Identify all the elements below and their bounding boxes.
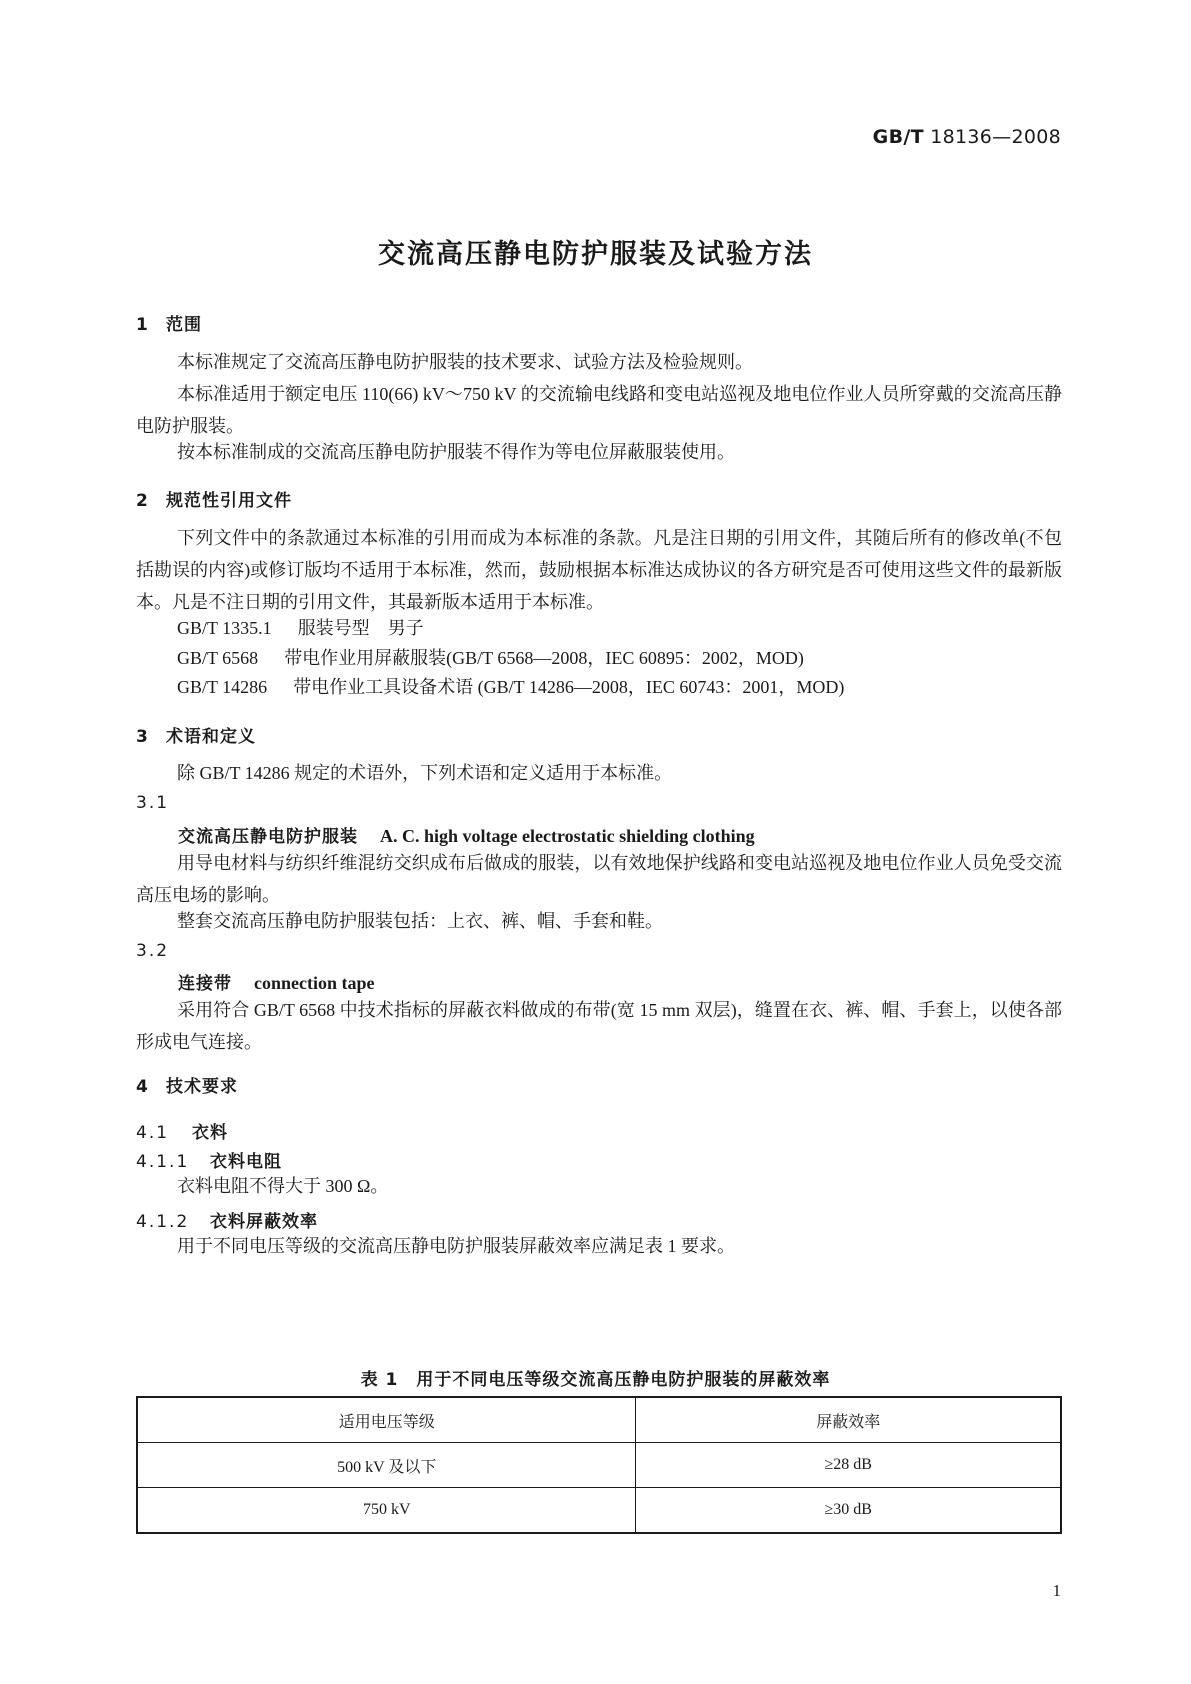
section-2-heading: 2 规范性引用文件	[136, 491, 292, 511]
page-number: 1	[1052, 1581, 1061, 1600]
reference-item: GB/T 14286 带电作业工具设备术语 (GB/T 14286—2008，IEC 60743：2001，MOD)	[177, 677, 845, 697]
section-4-1-heading: 4.1 衣料	[136, 1123, 228, 1143]
reference-item: GB/T 6568 带电作业用屏蔽服装(GB/T 6568—2008，IEC 60895：2002，MOD)	[177, 648, 804, 668]
table-1	[136, 1396, 1062, 1534]
term-3-2: 连接带 connection tape	[178, 973, 375, 994]
standard-code-number: 18136—2008	[930, 126, 1061, 148]
table-header-cell: 适用电压等级	[137, 1397, 636, 1443]
term-3-2-definition: 采用符合 GB/T 6568 中技术指标的屏蔽衣料做成的布带(宽 15 mm 双层)，缝置在衣、裤、帽、手套上，以使各部形成电气连接。	[136, 1000, 1062, 1052]
term-3-1: 交流高压静电防护服装 A. C. high voltage electrostatic shielding clothing	[178, 826, 755, 847]
term-3-2-number: 3.2	[136, 941, 170, 961]
section-4-heading: 4 技术要求	[136, 1077, 238, 1097]
section-1-heading: 1 范围	[136, 315, 202, 335]
table-row	[137, 1488, 1061, 1534]
table-header-cell: 屏蔽效率	[636, 1397, 1061, 1443]
standard-code-prefix: GB/T	[872, 126, 924, 148]
section-2-intro: 下列文件中的条款通过本标准的引用而成为本标准的条款。凡是注日期的引用文件，其随后所有的修改单(不包括勘误的内容)或修订版均不适用于本标准，然而，鼓励根据本标准达成协议的各方研究是否可使用这些文件的最新版本。凡是不注日期的引用文件，其最新版本适用于本标准。	[136, 528, 1062, 612]
section-1-para-2: 本标准适用于额定电压 110(66) kV～750 kV 的交流输电线路和变电站巡视及地电位作业人员所穿戴的交流高压静电防护服装。	[136, 384, 1062, 436]
table-header-row	[137, 1397, 1061, 1443]
table-cell: 500 kV 及以下	[137, 1443, 636, 1488]
table-cell: ≥30 dB	[636, 1488, 1061, 1534]
table-cell: ≥28 dB	[636, 1443, 1061, 1488]
section-4-1-1-text: 衣料电阻不得大于 300 Ω。	[177, 1176, 389, 1196]
reference-item: GB/T 1335.1 服装号型 男子	[177, 618, 424, 638]
section-3-intro: 除 GB/T 14286 规定的术语外，下列术语和定义适用于本标准。	[177, 763, 673, 783]
section-1-para-1: 本标准规定了交流高压静电防护服装的技术要求、试验方法及检验规则。	[177, 352, 753, 372]
section-3-heading: 3 术语和定义	[136, 727, 256, 747]
table-row	[137, 1443, 1061, 1488]
table-cell: 750 kV	[137, 1488, 636, 1534]
document-title: 交流高压静电防护服装及试验方法	[378, 239, 813, 270]
section-1-para-3: 按本标准制成的交流高压静电防护服装不得作为等电位屏蔽服装使用。	[177, 442, 735, 462]
term-3-1-definition: 用导电材料与纺织纤维混纺交织成布后做成的服装，以有效地保护线路和变电站巡视及地电位作业人员免受交流高压电场的影响。	[136, 853, 1062, 905]
term-3-1-number: 3.1	[136, 793, 170, 813]
section-4-1-1-heading: 4.1.1 衣料电阻	[136, 1152, 282, 1172]
term-3-1-note: 整套交流高压静电防护服装包括：上衣、裤、帽、手套和鞋。	[177, 911, 663, 931]
section-4-1-2-heading: 4.1.2 衣料屏蔽效率	[136, 1212, 318, 1232]
section-4-1-2-text: 用于不同电压等级的交流高压静电防护服装屏蔽效率应满足表 1 要求。	[177, 1236, 735, 1256]
standard-code	[873, 126, 1061, 148]
table-1-caption: 表 1 用于不同电压等级交流高压静电防护服装的屏蔽效率	[360, 1370, 831, 1390]
